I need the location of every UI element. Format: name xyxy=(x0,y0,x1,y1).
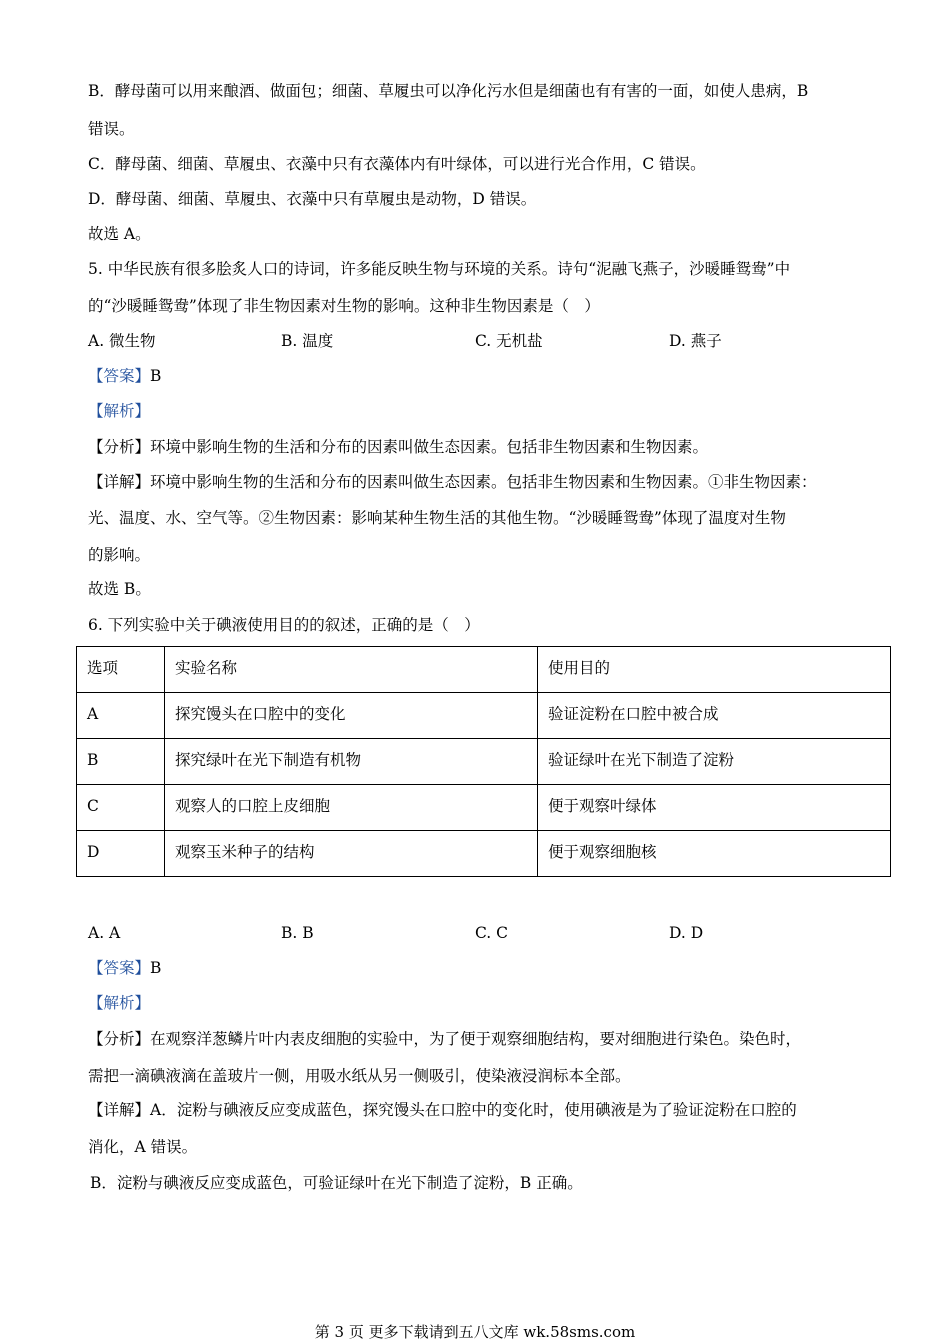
header-cell: 使用目的 xyxy=(538,647,891,693)
xiangjie-tag: 【详解】 xyxy=(88,473,151,491)
table-cell: 探究绿叶在光下制造有机物 xyxy=(165,739,538,785)
table-row xyxy=(77,693,891,739)
table-cell: A xyxy=(77,693,165,739)
prev-b-line2: 错误。 xyxy=(88,120,135,138)
prev-c-line: C．酵母菌、细菌、草履虫、衣藻中只有衣藻体内有叶绿体，可以进行光合作用，C 错误。 xyxy=(88,155,706,173)
prev-conclusion: 故选 A。 xyxy=(88,225,151,243)
q5-fenxi xyxy=(88,436,708,458)
table-cell: 便于观察叶绿体 xyxy=(538,785,891,831)
header-cell: 实验名称 xyxy=(165,647,538,693)
table-cell: D xyxy=(77,831,165,877)
q6-xiangjie-line1 xyxy=(88,1099,797,1121)
q5-stem-line2: 的“沙暖睡鸳鸯”体现了非生物因素对生物的影响。这种非生物因素是（ ） xyxy=(88,297,600,315)
xiangjie-text: A．淀粉与碘液反应变成蓝色，探究馒头在口腔中的变化时，使用碘液是为了验证淀粉在口腔的 xyxy=(150,1101,797,1119)
table-cell: 便于观察细胞核 xyxy=(538,831,891,877)
q6-fenxi-line1 xyxy=(88,1028,801,1050)
table-cell: 观察人的口腔上皮细胞 xyxy=(165,785,538,831)
q5-option-c: C. 无机盐 xyxy=(475,332,543,350)
table-cell: 观察玉米种子的结构 xyxy=(165,831,538,877)
q6-xiangjie-line2: 消化，A 错误。 xyxy=(88,1138,198,1156)
q5-analysis-tag: 【解析】 xyxy=(88,402,151,420)
q6-table xyxy=(76,646,891,877)
xiangjie-text: 环境中影响生物的生活和分布的因素叫做生态因素。包括非生物因素和生物因素。①非生物因素： xyxy=(150,473,817,491)
table-row xyxy=(77,739,891,785)
q6-fenxi-line2: 需把一滴碘液滴在盖玻片一侧，用吸水纸从另一侧吸引，使染液浸润标本全部。 xyxy=(88,1067,631,1085)
fenxi-text: 环境中影响生物的生活和分布的因素叫做生态因素。包括非生物因素和生物因素。 xyxy=(150,438,709,456)
table-row xyxy=(77,785,891,831)
q6-answer xyxy=(88,957,161,979)
q6-option-b: B. B xyxy=(281,924,314,942)
q5-stem-line1: 5. 中华民族有很多脍炙人口的诗词，许多能反映生物与环境的关系。诗句“泥融飞燕子，沙暖睡鸳鸯”中 xyxy=(88,260,791,278)
q5-answer xyxy=(88,365,161,387)
table-cell: C xyxy=(77,785,165,831)
q6-option-c: C. C xyxy=(475,924,509,942)
q5-xiangjie-line1 xyxy=(88,471,817,493)
fenxi-text: 在观察洋葱鳞片叶内表皮细胞的实验中，为了便于观察细胞结构，要对细胞进行染色。染色时， xyxy=(150,1030,802,1048)
prev-b-line1: B．酵母菌可以用来酿酒、做面包；细菌、草履虫可以净化污水但是细菌也有有害的一面，如使人患病，B xyxy=(88,82,809,100)
q5-xiangjie-line2: 光、温度、水、空气等。②生物因素：影响某种生物生活的其他生物。“沙暖睡鸳鸯”体现了温度对生物 xyxy=(88,509,786,527)
q6-option-d: D. D xyxy=(669,924,704,942)
prev-d-line: D．酵母菌、细菌、草履虫、衣藻中只有草履虫是动物，D 错误。 xyxy=(88,190,537,208)
table-cell: B xyxy=(77,739,165,785)
q5-option-b: B. 温度 xyxy=(281,332,334,350)
table-cell: 探究馒头在口腔中的变化 xyxy=(165,693,538,739)
answer-tag: 【答案】 xyxy=(88,367,151,385)
header-cell: 选项 xyxy=(77,647,165,693)
answer-value: B xyxy=(150,367,162,385)
fenxi-tag: 【分析】 xyxy=(88,1030,151,1048)
q6-b-line: B．淀粉与碘液反应变成蓝色，可验证绿叶在光下制造了淀粉，B 正确。 xyxy=(90,1174,583,1192)
q6-analysis-tag: 【解析】 xyxy=(88,994,151,1012)
q5-option-a: A. 微生物 xyxy=(88,332,156,350)
q6-stem: 6. 下列实验中关于碘液使用目的的叙述，正确的是（ ） xyxy=(88,616,480,634)
q5-conclusion: 故选 B。 xyxy=(88,580,151,598)
answer-value: B xyxy=(150,959,162,977)
table-cell: 验证淀粉在口腔中被合成 xyxy=(538,693,891,739)
answer-tag: 【答案】 xyxy=(88,959,151,977)
table-header-row xyxy=(77,647,891,693)
q6-option-a: A. A xyxy=(88,924,121,942)
xiangjie-tag: 【详解】 xyxy=(88,1101,151,1119)
q5-xiangjie-line3: 的影响。 xyxy=(88,546,151,564)
table-row xyxy=(77,831,891,877)
table-cell: 验证绿叶在光下制造了淀粉 xyxy=(538,739,891,785)
q5-option-d: D. 燕子 xyxy=(669,332,722,350)
page-footer: 第 3 页 更多下载请到五八文库 wk.58sms.com xyxy=(314,1323,636,1341)
fenxi-tag: 【分析】 xyxy=(88,438,151,456)
